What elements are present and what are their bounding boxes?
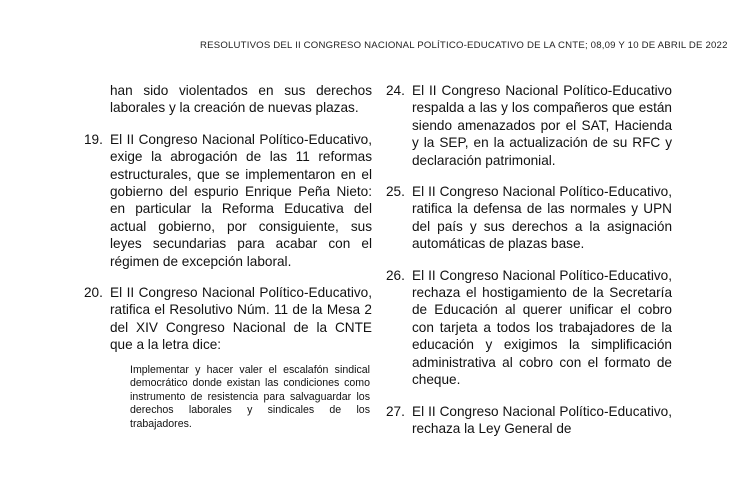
resolution-number: 24. (386, 83, 405, 98)
resolution-number: 27. (386, 403, 405, 419)
resolution-text: El II Congreso Nacional Político-Educativo, ratifica el Resolutivo Núm. 11 de la Mesa 2 del XIV Congreso Nacional de la CNTE que a la letra dice: (110, 285, 372, 353)
resolution-number: 25. (386, 184, 405, 200)
resolution-25 (386, 183, 672, 253)
continued-paragraph: han sido violentados en sus derechos laborales y la creación de nuevas plazas. (110, 83, 372, 116)
resolution-text: El II Congreso Nacional Político-Educativo, rechaza el hostigamiento de la Secretaría de Educación al querer unificar el cobro con tarjeta a todos los trabajadores de la educación y exigimos la simplificación administrativa al cobro con el formato de cheque. (412, 267, 672, 388)
left-column (84, 82, 372, 432)
resolution-26 (386, 267, 672, 389)
quoted-resolution: Implementar y hacer valer el escalafón sindical democrático donde existan las condiciones como instrumento de resistencia para salvaguardar los derechos laborales y sindicales de los trabajadores. (130, 363, 370, 431)
resolution-text: El II Congreso Nacional Político-Educativo respalda a las y los compañeros que están siendo amenazados por el SAT, Hacienda y la SEP, en la actualización de su RFC y declaración patrimonial. (412, 83, 672, 168)
resolution-24 (386, 82, 672, 169)
resolution-text: El II Congreso Nacional Político-Educativo, rechaza la Ley General de (412, 403, 672, 436)
resolution-text: El II Congreso Nacional Político-Educativo, ratifica la defensa de las normales y UPN del país y sus derechos a la asignación automáticas de plazas base. (412, 184, 672, 252)
page-header: RESOLUTIVOS DEL II CONGRESO NACIONAL POLÍTICO-EDUCATIVO DE LA CNTE; 08,09 Y 10 DE ABRIL DE 2022 (200, 40, 728, 51)
resolution-text: El II Congreso Nacional Político-Educativo, exige la abrogación de las 11 reformas estructurales, que se implementaron en el gobierno del espurio Enrique Peña Nieto: en particular la Reforma Educativa del actual gobierno, por consiguiente, sus leyes secundarias para acabar con el régimen de excepción laboral. (110, 131, 372, 269)
resolution-19 (84, 131, 372, 270)
resolution-number: 26. (386, 267, 405, 283)
resolution-20 (84, 284, 372, 354)
resolution-number: 19. (84, 131, 103, 147)
resolution-27 (386, 403, 672, 438)
right-column (386, 82, 672, 451)
resolution-number: 20. (84, 285, 103, 301)
